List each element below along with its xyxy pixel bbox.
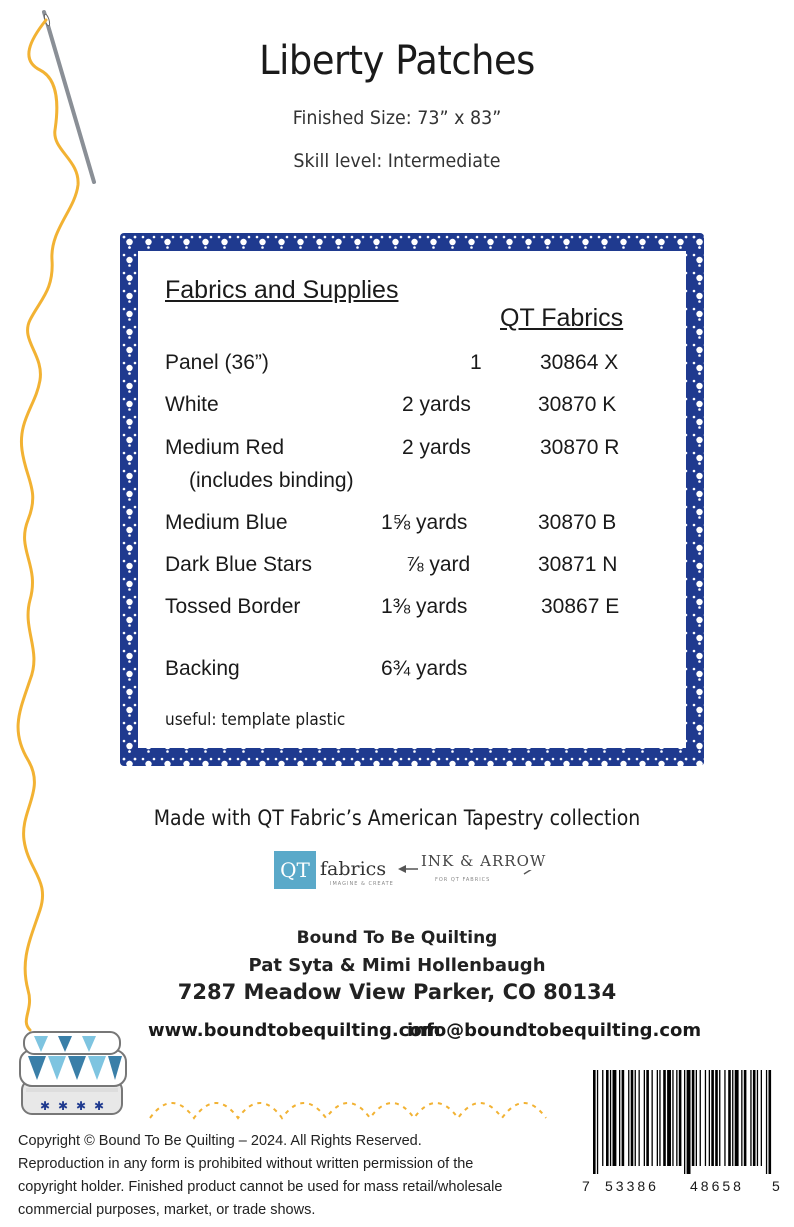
supply-amount: 1⅝ yards xyxy=(381,511,468,534)
website-link[interactable]: www.boundtobequilting.com xyxy=(148,1020,441,1041)
ink-arrow-logo: INK & ARROW xyxy=(418,852,549,870)
copyright-line: copyright holder. Finished product cannot be used for mass retail/wholesale xyxy=(18,1179,503,1195)
barcode-digits: 53386 xyxy=(605,1178,659,1194)
supply-code: 30864 X xyxy=(540,351,619,374)
finished-size: Finished Size: 73” x 83” xyxy=(292,107,502,129)
svg-text:✱: ✱ xyxy=(76,1099,87,1113)
copyright-line: commercial purposes, market, or trade shows. xyxy=(18,1202,316,1218)
supply-code: 30870 B xyxy=(538,511,617,534)
company-address: 7287 Meadow View Parker, CO 80134 xyxy=(177,980,617,1004)
barcode-icon xyxy=(591,1070,774,1174)
skill-level: Skill level: Intermediate xyxy=(293,150,501,172)
supply-amount: 2 yards xyxy=(402,393,471,416)
pattern-title: Liberty Patches xyxy=(259,38,535,84)
needle-eye-icon xyxy=(43,14,50,27)
supply-name: White xyxy=(165,393,219,416)
quilt-stack-illustration xyxy=(18,1030,130,1122)
supply-code: 30867 E xyxy=(541,595,620,618)
qt-fabrics-heading: QT Fabrics xyxy=(500,304,624,332)
barcode-digit: 7 xyxy=(582,1178,590,1194)
svg-text:✱: ✱ xyxy=(58,1099,69,1113)
barcode-digit: 5 xyxy=(772,1178,780,1194)
useful-note: useful: template plastic xyxy=(165,710,346,730)
supply-name: Dark Blue Stars xyxy=(165,553,313,576)
supply-amount: ⅞ yard xyxy=(406,553,471,576)
barcode-digits: 48658 xyxy=(690,1178,744,1194)
supply-name: Medium Blue xyxy=(165,511,288,534)
copyright-line: Copyright © Bound To Be Quilting – 2024. All Rights Reserved. xyxy=(18,1133,422,1149)
supply-amount: 1 xyxy=(470,351,482,374)
supply-note: (includes binding) xyxy=(189,469,354,492)
qt-logo-word: fabrics xyxy=(320,858,387,880)
supply-name: Panel (36”) xyxy=(165,351,269,374)
supply-code: 30871 N xyxy=(538,553,618,576)
copyright-line: Reproduction in any form is prohibited without written permission of the xyxy=(18,1156,474,1172)
svg-text:✱: ✱ xyxy=(94,1099,105,1113)
company-people: Pat Syta & Mimi Hollenbaugh xyxy=(248,955,546,976)
supply-code: 30870 R xyxy=(540,436,620,459)
supply-amount: 1⅜ yards xyxy=(381,595,468,618)
supply-amount: 2 yards xyxy=(402,436,471,459)
supply-amount: 6¾ yards xyxy=(381,657,468,680)
supplies-heading: Fabrics and Supplies xyxy=(165,276,399,304)
supply-code: 30870 K xyxy=(538,393,617,416)
qt-logo-tagline: IMAGINE & CREATE xyxy=(330,881,394,887)
company-name: Bound To Be Quilting xyxy=(296,928,498,948)
dashed-thread-icon xyxy=(150,1103,546,1118)
supply-name: Backing xyxy=(165,657,240,680)
ink-arrow-tagline: FOR QT FABRICS xyxy=(435,877,491,883)
made-with-line: Made with QT Fabric’s American Tapestry collection xyxy=(153,806,641,830)
svg-text:✱: ✱ xyxy=(40,1099,51,1113)
supply-name: Tossed Border xyxy=(165,595,301,618)
qt-logo-icon: QT xyxy=(274,851,316,889)
supply-name: Medium Red xyxy=(165,436,285,459)
email-link[interactable]: info@boundtobequilting.com xyxy=(407,1020,702,1041)
